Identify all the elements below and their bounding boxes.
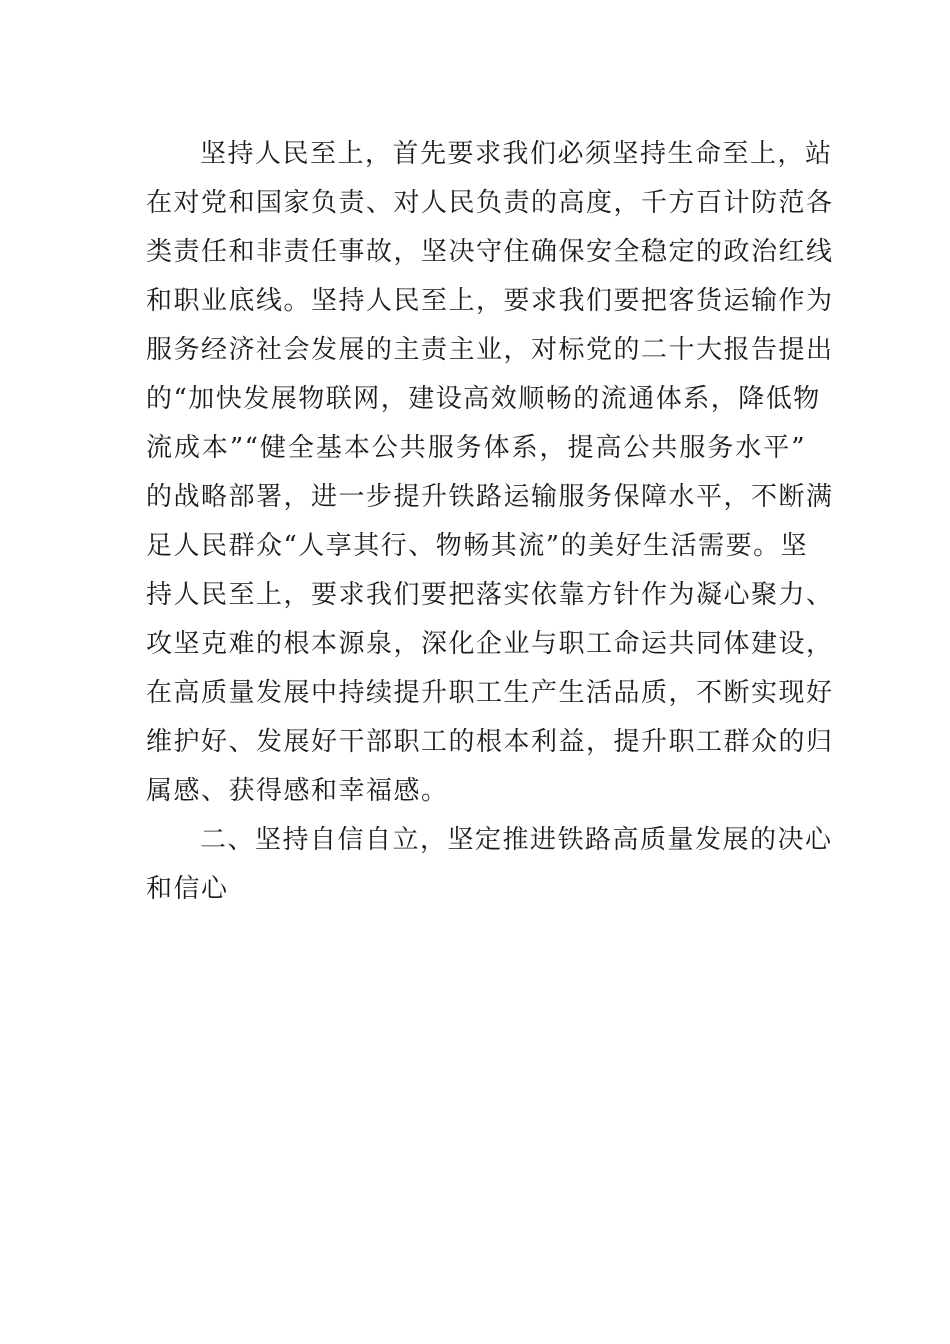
paragraph-line: 在对党和国家负责、对人民负责的高度，千方百计防范各	[146, 188, 834, 218]
paragraph-line: 服务经济社会发展的主责主业，对标党的二十大报告提出	[146, 335, 834, 365]
paragraph-line: 流成本”“健全基本公共服务体系，提高公共服务水平”	[146, 433, 806, 463]
section-heading-line: 和信心	[146, 874, 229, 904]
paragraph-line: 属感、获得感和幸福感。	[146, 776, 449, 806]
paragraph-line: 坚持人民至上，首先要求我们必须坚持生命至上，站	[200, 139, 833, 169]
paragraph-line: 维护好、发展好干部职工的根本利益，提升职工群众的归	[146, 727, 834, 757]
document-body	[146, 130, 834, 914]
paragraph-line: 类责任和非责任事故，坚决守住确保安全稳定的政治红线	[146, 237, 834, 267]
paragraph-line: 攻坚克难的根本源泉，深化企业与职工命运共同体建设，	[146, 629, 834, 659]
section-heading-line: 二、坚持自信自立，坚定推进铁路高质量发展的决心	[200, 825, 833, 855]
paragraph-line: 的战略部署，进一步提升铁路运输服务保障水平，不断满	[146, 482, 834, 512]
paragraph-line: 和职业底线。坚持人民至上，要求我们要把客货运输作为	[146, 286, 834, 316]
paragraph-line: 持人民至上，要求我们要把落实依靠方针作为凝心聚力、	[146, 580, 834, 610]
paragraph-line: 在高质量发展中持续提升职工生产生活品质，不断实现好	[146, 678, 834, 708]
paragraph-line: 的“加快发展物联网，建设高效顺畅的流通体系，降低物	[146, 384, 821, 414]
paragraph-line: 足人民群众“人享其行、物畅其流”的美好生活需要。坚	[146, 531, 809, 561]
